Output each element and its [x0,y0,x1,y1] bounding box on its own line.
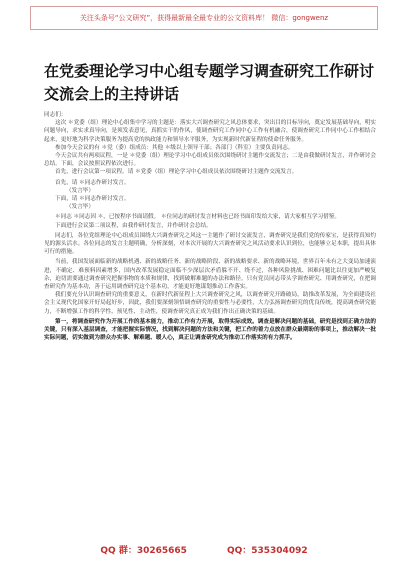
paragraph: （发言毕） [66,204,94,211]
paragraph: ＊同志 ＊同志因 ＊，已按程序书面请假。 ＊位同志的研讨发言材料也已经书面印发给大家，请大家相互学习借鉴。 [55,214,341,221]
paragraph: （发言毕） [66,187,94,194]
paragraph: 今天会议共有两项议程，一是 ＊党委（组）理论学习中心组成员依次围绕研讨主题作交流发言；二是由我做研讨发言，并作研讨会总结。下面，会议按照议程依次进行。 [44,153,376,168]
paragraph: 当前，我国发展面临新的战略机遇、新的战略任务、新的战略阶段、新的战略要求、新的战略环境，世界百年未有之大变局加速演进，不确定、难预料因素增多，国内改革发展稳定面临不少深层次矛盾躲不开、绕不过，各种风险挑战、困难问题比以往更加严峻复杂，迫切需要通过调查研究把握事物的本质和规律，找到破解难题的办法和路径。只有党员同志带头学调查研究、用调查研究，在把调查研究作为基本功，善于运用调查研究这个基本功，才能更好地谋划推动工作落实。 [44,259,376,291]
paragraph: 下面，请 ＊同志作研讨发言。 [55,196,130,203]
footer-contact [0,543,408,559]
top-banner [30,6,378,30]
salutation: 同志们： [44,112,67,118]
qq-number: QQ：535304092 [226,546,308,556]
paragraph: 下面进行会议第二项议程，由我作研讨发言，并作研讨会总结。 [55,222,212,229]
paragraph: 我们要充分认识调查研究的重要意义，在新时代新征程上大兴调查研究之风，以调查研究开路破局，助推改革发展，为全面建设社会主义现代化国家开好局起好步，因此，我们要深刻领悟调查研究的重要性与必要性，大力弘扬调查研究的优良传统，提高调查研究能力，不断增强工作的科学性、预见性、主动性，使调查研究真正成为我们作出正确决策的基础。 [44,292,376,315]
paragraph: 同志们，各位党组理论中心组成员围绕大兴调查研究之风这一主题作了研讨交流发言，调查研究是我们党的传家宝，是获得真知灼见的源头活水。各位同志的发言主题明确，分析深刻，对本次开展的大兴调查研究之风活动要求认识到位，也能够立足本职，提出具体可行的措施。 [44,232,376,256]
banner-text: 关注头条号“公文研究”，获得最新最全最专业的公文资料库！ 微信：gongwenz [79,14,329,22]
paragraph: 首先，请 ＊同志作研讨发言。 [55,179,130,186]
document-title: 在党委理论学习中心组专题学习调查研究工作研讨交流会上的主持讲话 [44,62,375,103]
section-heading-paragraph: 第一，将调查研究作为开展工作的基本能力，推动工作有力开展，取得实际成效。调查是解决问题的基础，研究是找到正确方法的关键，只有深入基层调查，才能把握实际情况，找到解决问题的方法和关键，把工作的着力点放在群众最期盼的事项上，推动解决一批实际问题，切实做到为群众办实事、解难题、暖人心，真正让调查研究成为推动工作落实的有力抓手。 [44,318,376,342]
paragraph: 这次 ＊党委（组）理论中心组集中学习的主题是：落实大兴调查研究之风总体要求，突出目的目标导向，奠定发展基础导向，明实问题导向，求实求真导向，是须发表意见，真抓实干的作风，使调查研究工作同中心工作有机融合，使调查研究工作同中心工作相结合起来，更好地为科学决策服务为提高党的执政能力和领导水平服务，为实现新时代新征程的使命任务服务。 [44,120,376,143]
paragraph: 参加今天会议的有 ＊党（委）组成员：其他 ＊级以上领导干部；各部门（科室）主要负责同志。 [55,144,294,151]
qq-group: QQ 群：30265665 [100,546,187,556]
document-body [44,111,376,531]
paragraph: 首先，进行会议第一项议程。请 ＊党委（组）理论学习中心组成员依次围绕研讨主题作交流发言。 [55,169,298,176]
